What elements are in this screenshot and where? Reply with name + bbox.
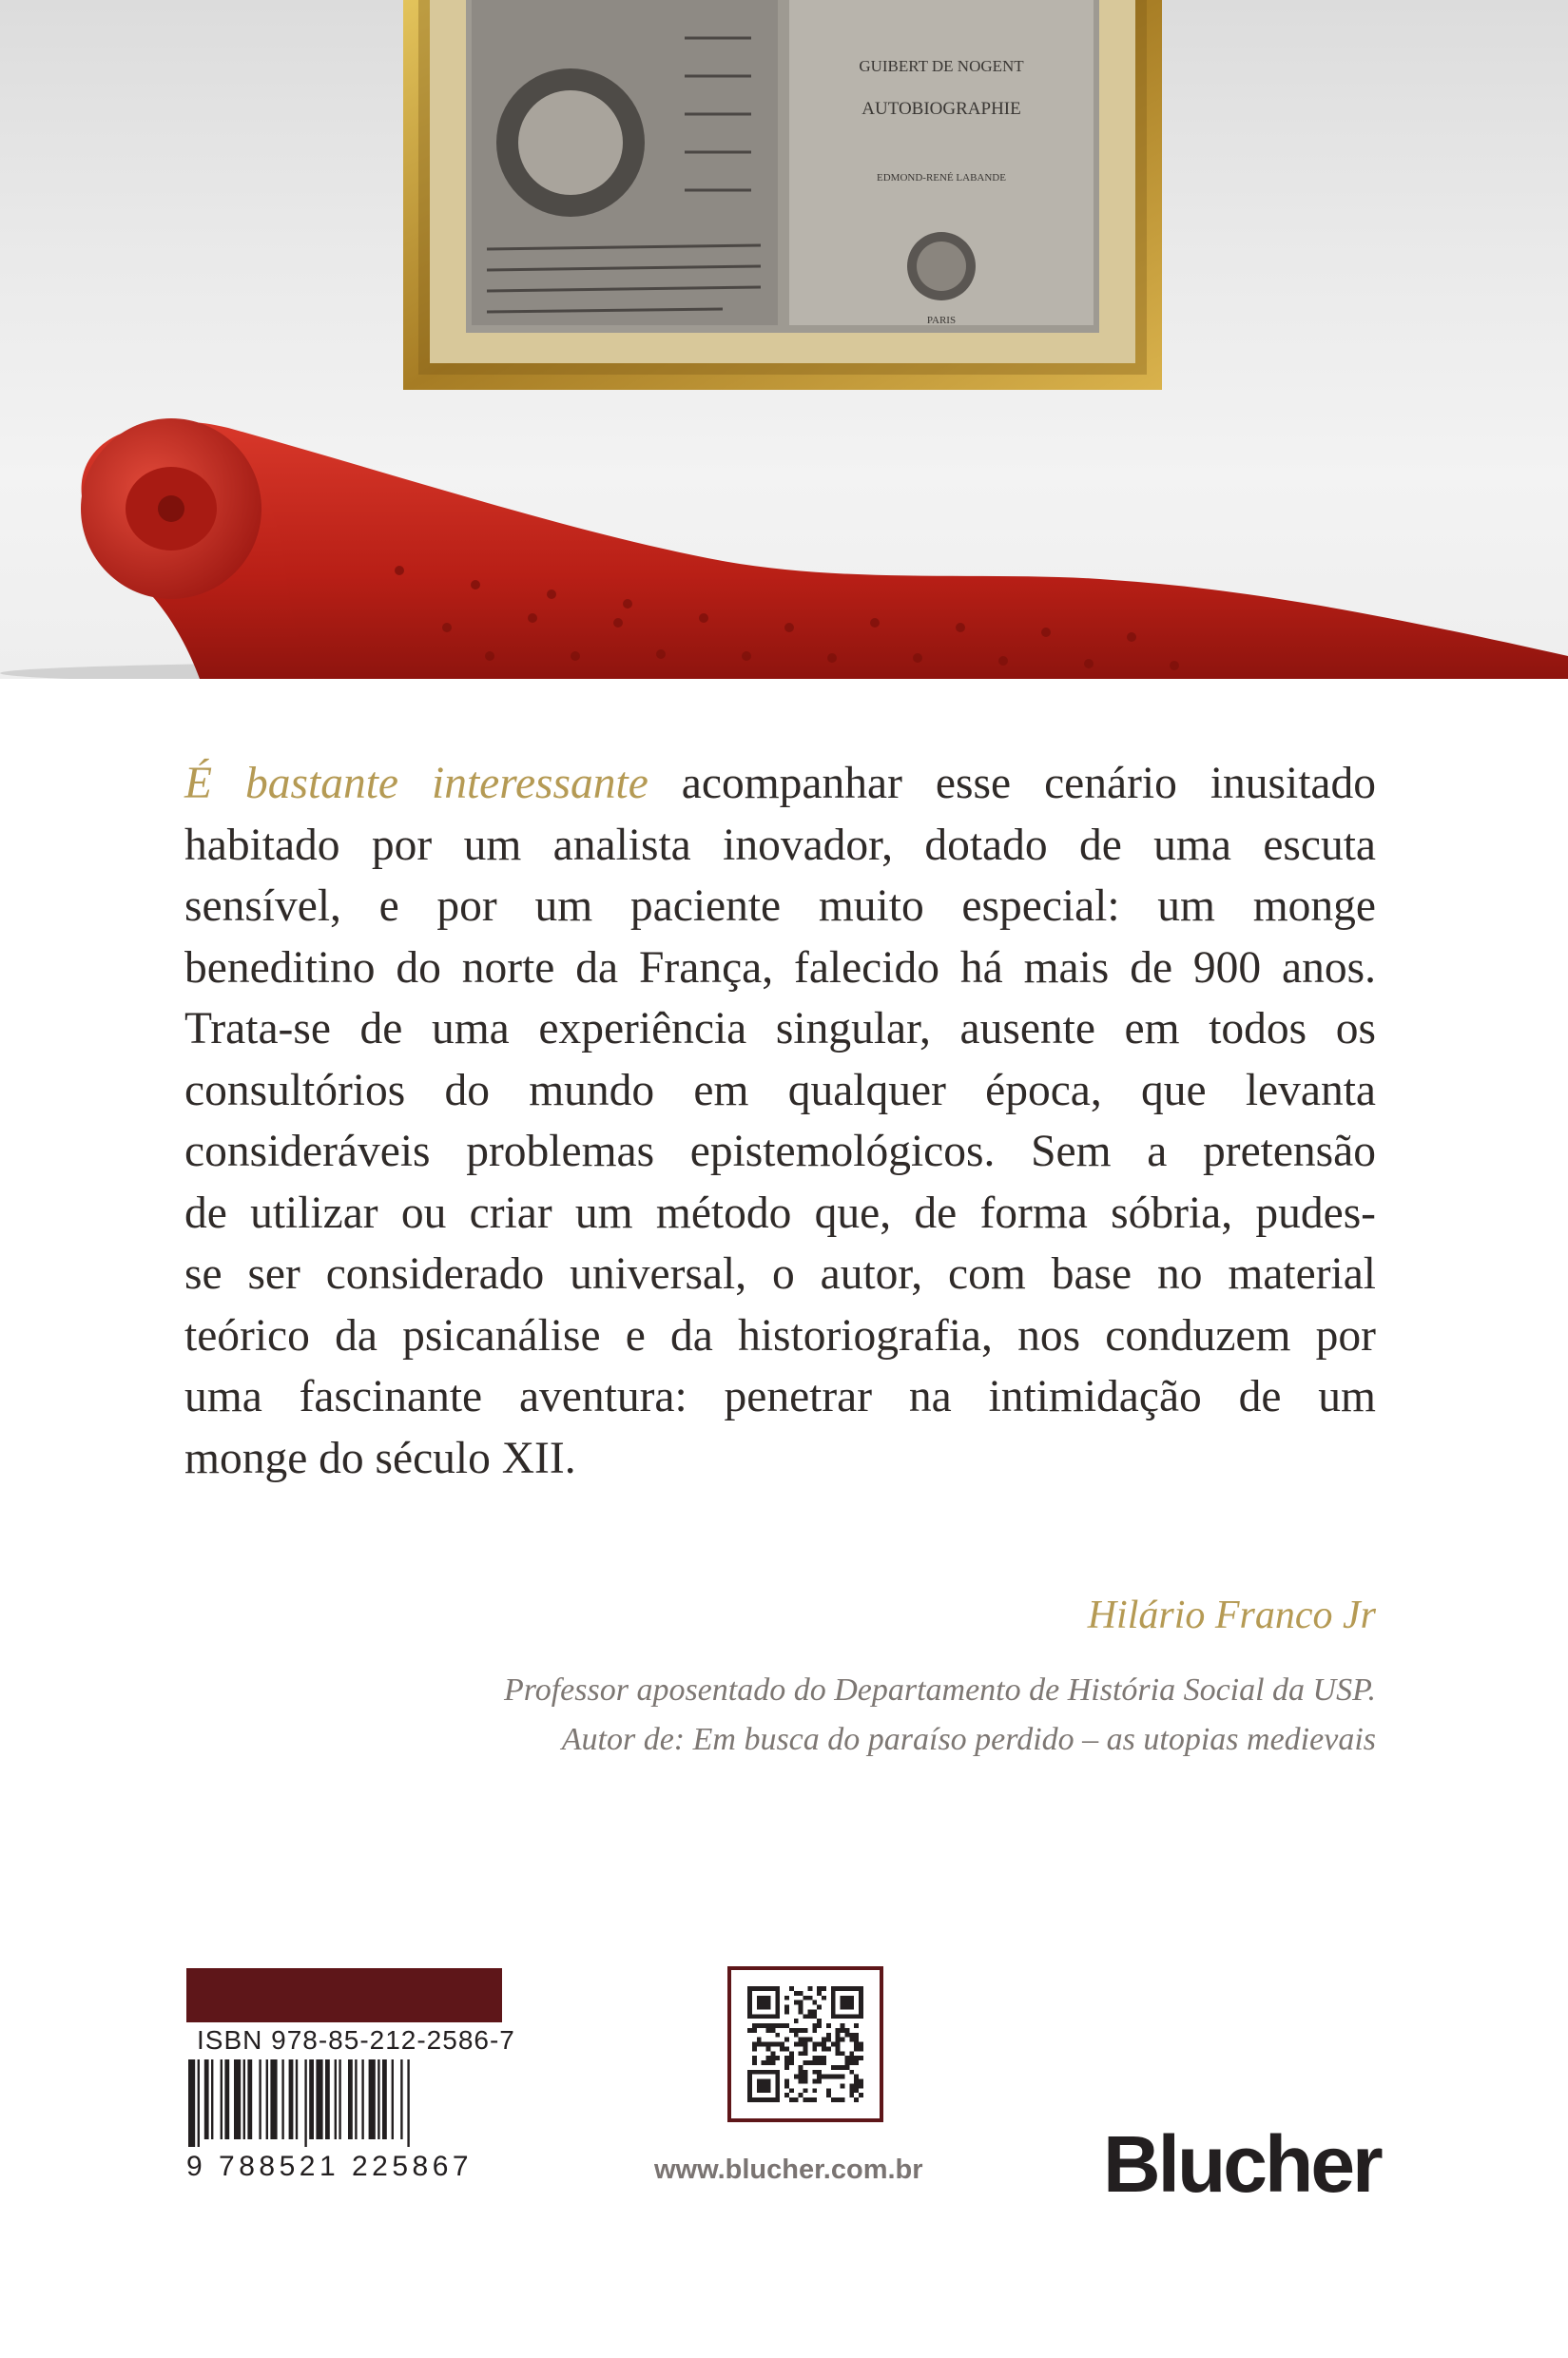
blurb-line-10: teórico da psicanálise e da historiografia, nos conduzem por bbox=[184, 1310, 1376, 1361]
blurb-line-6: consultórios do mundo em qualquer época, que levanta bbox=[184, 1065, 1376, 1115]
barcode-color-strip bbox=[186, 1968, 502, 2022]
blurb-line-9: se ser considerado universal, o autor, com base no material bbox=[184, 1249, 1376, 1299]
cover-photo bbox=[0, 0, 1568, 679]
blurb-line-2: habitado por um analista inovador, dotado de uma escuta bbox=[184, 820, 1376, 870]
frame-page-subtitle: AUTOBIOGRAPHIE bbox=[861, 99, 1021, 119]
qr-code[interactable] bbox=[727, 1966, 883, 2122]
publisher-website-link[interactable]: www.blucher.com.br bbox=[654, 2155, 923, 2185]
frame-page-place: PARIS bbox=[926, 315, 957, 326]
blurb-line-1-rest: acompanhar esse cenário inusitado bbox=[648, 759, 1377, 808]
endorser-name: Hilário Franco Jr bbox=[1087, 1594, 1376, 1637]
qr-code-icon bbox=[747, 1986, 863, 2102]
blurb-lead-phrase: É bastante interessante bbox=[184, 759, 648, 808]
red-sofa bbox=[81, 418, 1568, 679]
frame-page-title: GUIBERT DE NOGENT bbox=[859, 57, 1024, 75]
endorser-bio-line-2: Autor de: Em busca do paraíso perdido – as utopias medievais bbox=[561, 1722, 1376, 1757]
barcode-digits: 9 788521 225867 bbox=[186, 2151, 474, 2182]
blurb-line-1 bbox=[184, 753, 1376, 815]
blurb-line-3: sensível, e por um paciente muito especial: um monge bbox=[184, 881, 1376, 931]
publisher-logo: Blucher bbox=[1103, 2119, 1381, 2209]
barcode-icon bbox=[186, 2059, 502, 2147]
isbn-label: ISBN 978-85-212-2586-7 bbox=[197, 2025, 515, 2055]
frame-page-editor: EDMOND-RENÉ LABANDE bbox=[877, 172, 1006, 184]
endorser-bio-line-1: Professor aposentado do Departamento de História Social da USP. bbox=[503, 1672, 1376, 1708]
blurb-line-8: de utilizar ou criar um método que, de forma sóbria, pudes- bbox=[184, 1188, 1376, 1238]
framed-picture bbox=[403, 0, 1162, 390]
endorser-bio bbox=[504, 1666, 1376, 1765]
blurb-line-5: Trata-se de uma experiência singular, ausente em todos os bbox=[184, 1004, 1376, 1053]
blurb-line-4: beneditino do norte da França, falecido há mais de 900 anos. bbox=[184, 942, 1376, 993]
blurb-line-7: consideráveis problemas epistemológicos. Sem a pretensão bbox=[184, 1127, 1376, 1176]
blurb-line-11: uma fascinante aventura: penetrar na intimidação de um bbox=[184, 1372, 1376, 1421]
back-cover-blurb bbox=[184, 753, 1376, 1489]
chaise-longue-illustration bbox=[0, 0, 1568, 679]
blurb-line-12: monge do século XII. bbox=[184, 1433, 576, 1483]
